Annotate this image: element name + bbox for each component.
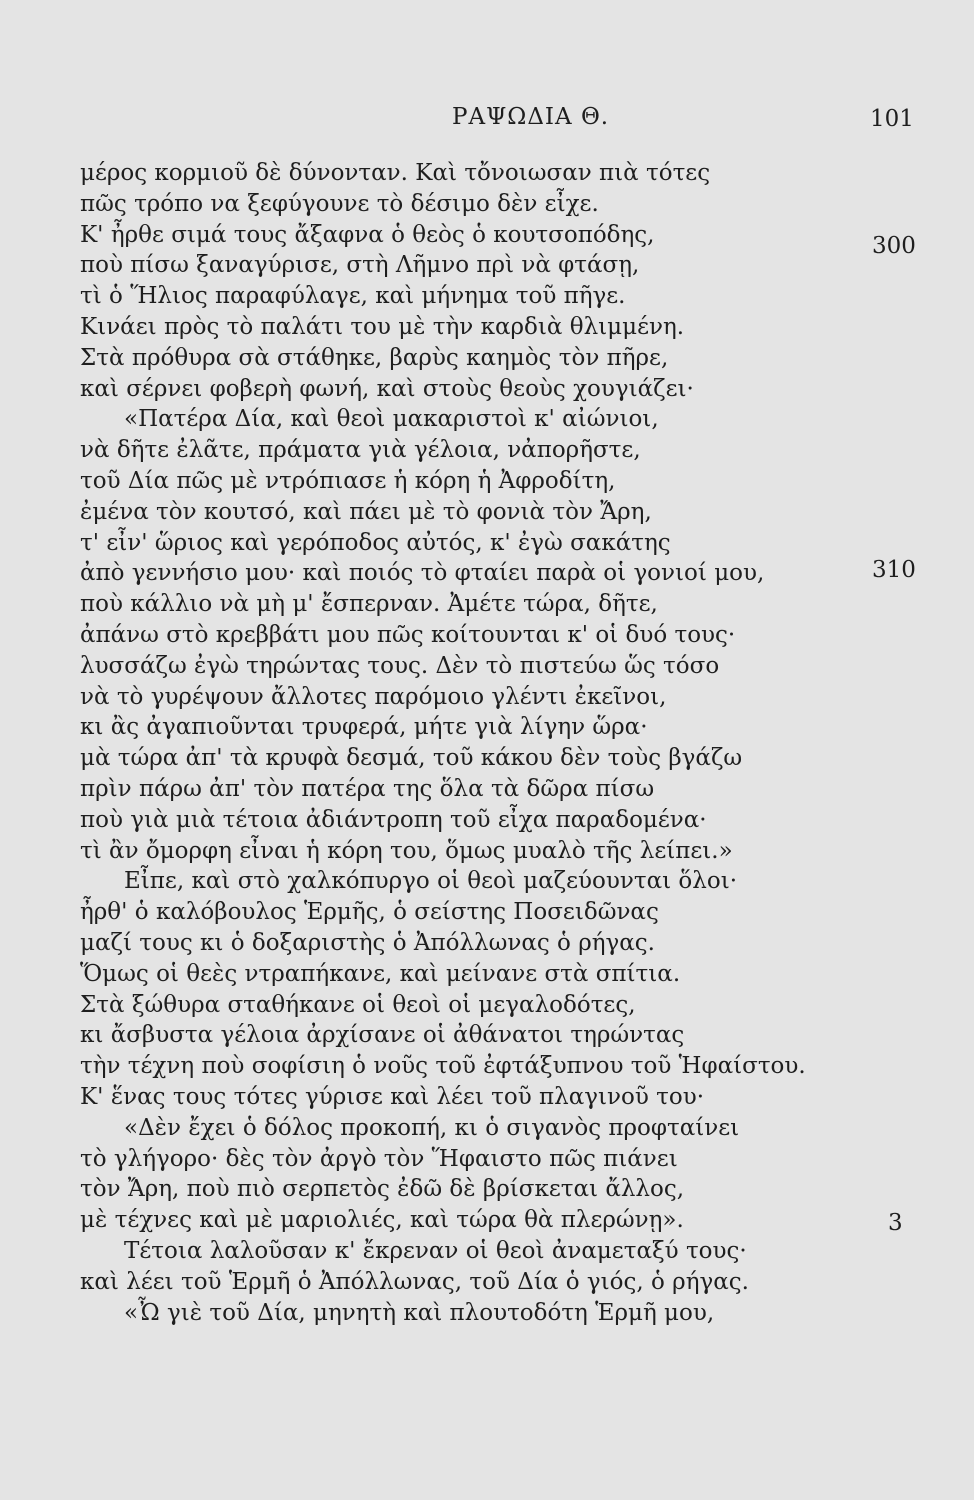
verse-line: νὰ δῆτε ἐλᾶτε, πράματα γιὰ γέλοια, νἀπορῆστε, <box>80 437 641 464</box>
verse-line: «Δὲν ἔχει ὁ δόλος προκοπή, κι ὁ σιγανὸς προφταίνει <box>124 1114 740 1141</box>
verse-line: κι ἂς ἀγαπιοῦνται τρυφερά, μήτε γιὰ λίγην ὥρα· <box>80 714 648 741</box>
verse-line: μαζί τους κι ὁ δοξαριστὴς ὁ Ἀπόλλωνας ὁ ρήγας. <box>80 930 655 956</box>
verse-line: Κ' ἕνας τους τότες γύρισε καὶ λέει τοῦ πλαγινοῦ του· <box>80 1084 705 1110</box>
page-number: 101 <box>870 106 914 132</box>
verse-line: ποὺ πίσω ξαναγύρισε, στὴ Λῆμνο πρὶ νὰ φτάσῃ, <box>80 252 640 279</box>
verse-line: πρὶν πάρω ἀπ' τὸν πατέρα της ὅλα τὰ δῶρα πίσω <box>80 776 655 802</box>
line-number-300: 300 <box>872 233 916 259</box>
verse-line: «Πατέρα Δία, καὶ θεοὶ μακαριστοὶ κ' αἰώνιοι, <box>124 406 659 433</box>
verse-line: τ' εἶν' ὥριος καὶ γερόποδος αὐτός, κ' ἐγὼ σακάτης <box>80 529 671 556</box>
line-number-partial: 3 <box>888 1210 903 1236</box>
verse-line: νὰ τὸ γυρέψουν ἄλλοτες παρόμοιο γλέντι ἐκεῖνοι, <box>80 683 667 710</box>
verse-line: Ὅμως οἱ θεὲς ντραπήκανε, καὶ μείνανε στὰ σπίτια. <box>80 960 681 987</box>
verse-line: ἐμένα τὸν κουτσό, καὶ πάει μὲ τὸ φονιὰ τὸν Ἄρη, <box>80 498 652 525</box>
verse-line: κι ἄσβυστα γέλοια ἀρχίσανε οἱ ἀθάνατοι τηρώντας <box>80 1022 685 1049</box>
verse-line: μέρος κορμιοῦ δὲ δύνονταν. Καὶ τὄνοιωσαν πιὰ τότες <box>80 160 711 186</box>
verse-line: ἀπάνω στὸ κρεββάτι μου πῶς κοίτουνται κ' οἱ δυό τους· <box>80 622 736 648</box>
verse-line: μὰ τώρα ἀπ' τὰ κρυφὰ δεσμά, τοῦ κάκου δὲν τοὺς βγάζω <box>80 745 743 772</box>
verse-line: τοῦ Δία πῶς μὲ ντρόπιασε ἡ κόρη ἡ Ἀφροδίτη, <box>80 468 616 494</box>
verse-line: τὶ ἂν ὄμορφη εἶναι ἡ κόρη του, ὅμως μυαλὸ τῆς λείπει.» <box>80 837 733 864</box>
verse-line: Κ' ἦρθε σιμά τους ἄξαφνα ὁ θεὸς ὁ κουτσοπόδης, <box>80 221 655 248</box>
verse-line: τὸν Ἄρη, ποὺ πιὸ σερπετὸς ἐδῶ δὲ βρίσκεται ἄλλος, <box>80 1176 685 1203</box>
verse-line: Τέτοια λαλοῦσαν κ' ἔκρεναν οἱ θεοὶ ἀναμεταξύ τους· <box>124 1238 747 1264</box>
verse-line: Στὰ πρόθυρα σὰ στάθηκε, βαρὺς καημὸς τὸν πῆρε, <box>80 344 669 371</box>
verse-line: καὶ λέει τοῦ Ἑρμῆ ὁ Ἀπόλλωνας, τοῦ Δία ὁ γιός, ὁ ρήγας. <box>80 1268 749 1295</box>
verse-line: «Ὦ γιὲ τοῦ Δία, μηνητὴ καὶ πλουτοδότη Ἑρμῆ μου, <box>124 1299 715 1326</box>
verse-line: τὸ γλήγορο· δὲς τὸν ἀργὸ τὸν Ἥφαιστο πῶς πιάνει <box>80 1145 678 1172</box>
line-number-310: 310 <box>872 557 916 583</box>
verse-line: Στὰ ξώθυρα σταθήκανε οἱ θεοὶ οἱ μεγαλοδότες, <box>80 991 636 1018</box>
verse-line: τὴν τέχνη ποὺ σοφίσιη ὁ νοῦς τοῦ ἐφτάξυπνου τοῦ Ἡφαίστου. <box>80 1053 806 1080</box>
verse-line: ἀπὸ γεννήσιο μου· καὶ ποιός τὸ φταίει παρὰ οἱ γονιοί μου, <box>80 560 765 587</box>
verse-line: καὶ σέρνει φοβερὴ φωνή, καὶ στοὺς θεοὺς χουγιάζει· <box>80 375 694 402</box>
verse-line: πῶς τρόπο να ξεφύγουνε τὸ δέσιμο δὲν εἶχε. <box>80 190 599 217</box>
running-head-title: ΡΑΨΩΔΙΑ Θ. <box>452 104 610 130</box>
verse-line: μὲ τέχνες καὶ μὲ μαριολιές, καὶ τώρα θὰ πλερώνῃ». <box>80 1207 684 1234</box>
verse-line: λυσσάζω ἐγὼ τηρώντας τους. Δὲν τὸ πιστεύω ὥς τόσο <box>80 652 720 679</box>
verse-line: ποὺ γιὰ μιὰ τέτοια ἀδιάντροπη τοῦ εἶχα παραδομένα· <box>80 806 707 833</box>
verse-line: ποὺ κάλλιο νὰ μὴ μ' ἔσπερναν. Ἀμέτε τώρα, δῆτε, <box>80 591 658 618</box>
verse-line: Κινάει πρὸς τὸ παλάτι του μὲ τὴν καρδιὰ θλιμμένη. <box>80 314 685 340</box>
verse-line: ἦρθ' ὁ καλόβουλος Ἑρμῆς, ὁ σείστης Ποσειδῶνας <box>80 899 659 926</box>
verse-line: τὶ ὁ Ἥλιος παραφύλαγε, καὶ μήνημα τοῦ πῆγε. <box>80 283 626 310</box>
verse-line: Εἶπε, καὶ στὸ χαλκόπυργο οἱ θεοὶ μαζεύουνται ὅλοι· <box>124 868 738 895</box>
